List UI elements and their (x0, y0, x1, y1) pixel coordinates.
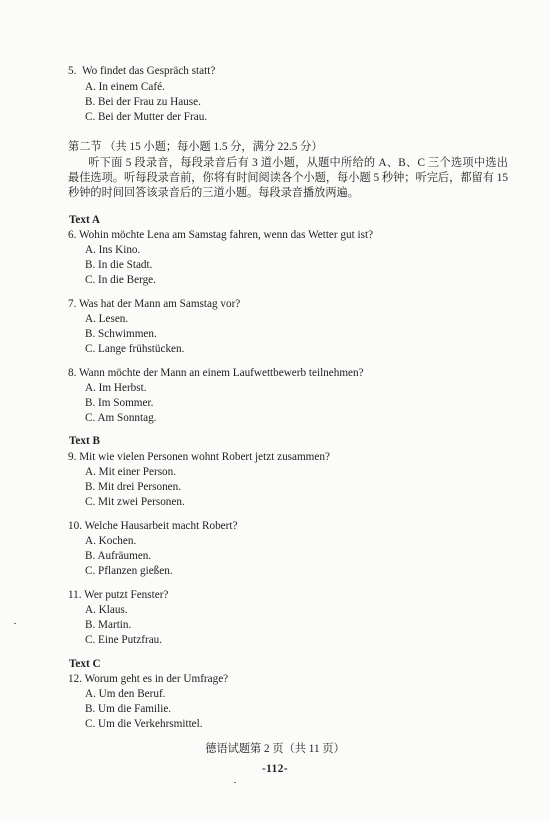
question-11: 11. Wer putzt Fenster? (68, 589, 169, 601)
option-8a: A. Im Herbst. (85, 382, 147, 394)
option-10b: B. Aufräumen. (85, 550, 152, 562)
scan-speck (234, 782, 236, 783)
option-11c: C. Eine Putzfrau. (85, 634, 163, 646)
option-6c: C. In die Berge. (85, 274, 156, 286)
question-6: 6. Wohin möchte Lena am Samstag fahren, wenn das Wetter gut ist? (68, 229, 374, 241)
question-7: 7. Was hat der Mann am Samstag vor? (68, 298, 241, 310)
page-footer: 德语试题第 2 页（共 11 页） (205, 743, 345, 755)
text-c-heading: Text C (69, 658, 101, 670)
question-12: 12. Worum geht es in der Umfrage? (68, 673, 229, 685)
question-5: 5. Wo findet das Gespräch statt? (68, 65, 216, 77)
option-6b: B. In die Stadt. (85, 259, 153, 271)
option-5a: A. In einem Café. (85, 81, 165, 93)
option-9c: C. Mit zwei Personen. (85, 496, 185, 508)
option-8b: B. Im Sommer. (85, 397, 154, 409)
option-7b: B. Schwimmen. (85, 328, 157, 340)
option-10a: A. Kochen. (85, 535, 137, 547)
option-10c: C. Pflanzen gießen. (85, 565, 173, 577)
option-7a: A. Lesen. (85, 313, 129, 325)
section-instructions (68, 156, 508, 202)
question-10: 10. Welche Hausarbeit macht Robert? (68, 520, 238, 532)
option-12c: C. Um die Verkehrsmittel. (85, 718, 203, 730)
question-8: 8. Wann möchte der Mann an einem Laufwettbewerb teilnehmen? (68, 367, 364, 379)
scan-speck (14, 623, 16, 624)
option-11a: A. Klaus. (85, 604, 128, 616)
option-5c: C. Bei der Mutter der Frau. (85, 111, 208, 123)
text-a-heading: Text A (69, 214, 100, 226)
page-number: -112- (261, 763, 289, 775)
option-5b: B. Bei der Frau zu Hause. (85, 96, 201, 108)
option-8c: C. Am Sonntag. (85, 412, 157, 424)
question-9: 9. Mit wie vielen Personen wohnt Robert jetzt zusammen? (68, 451, 330, 463)
section-heading: 第二节 （共 15 小题；每小题 1.5 分，满分 22.5 分） (68, 141, 323, 153)
option-7c: C. Lange frühstücken. (85, 343, 185, 355)
option-12b: B. Um die Familie. (85, 703, 172, 715)
text-b-heading: Text B (69, 435, 100, 447)
section-instructions-text: 听下面 5 段录音，每段录音后有 3 道小题，从题中所给的 A、B、C 三个选项中选出最佳选项。听每段录音前，你将有时间阅读各个小题，每小题 5 秒钟；听完后，都留有 15 秒钟的时间回答该录音后的三道小题。每段录音播放两遍。 (68, 157, 508, 200)
option-9b: B. Mit drei Personen. (85, 481, 182, 493)
option-6a: A. Ins Kino. (85, 244, 141, 256)
option-12a: A. Um den Beruf. (85, 688, 166, 700)
option-11b: B. Martin. (85, 619, 132, 631)
option-9a: A. Mit einer Person. (85, 466, 177, 478)
